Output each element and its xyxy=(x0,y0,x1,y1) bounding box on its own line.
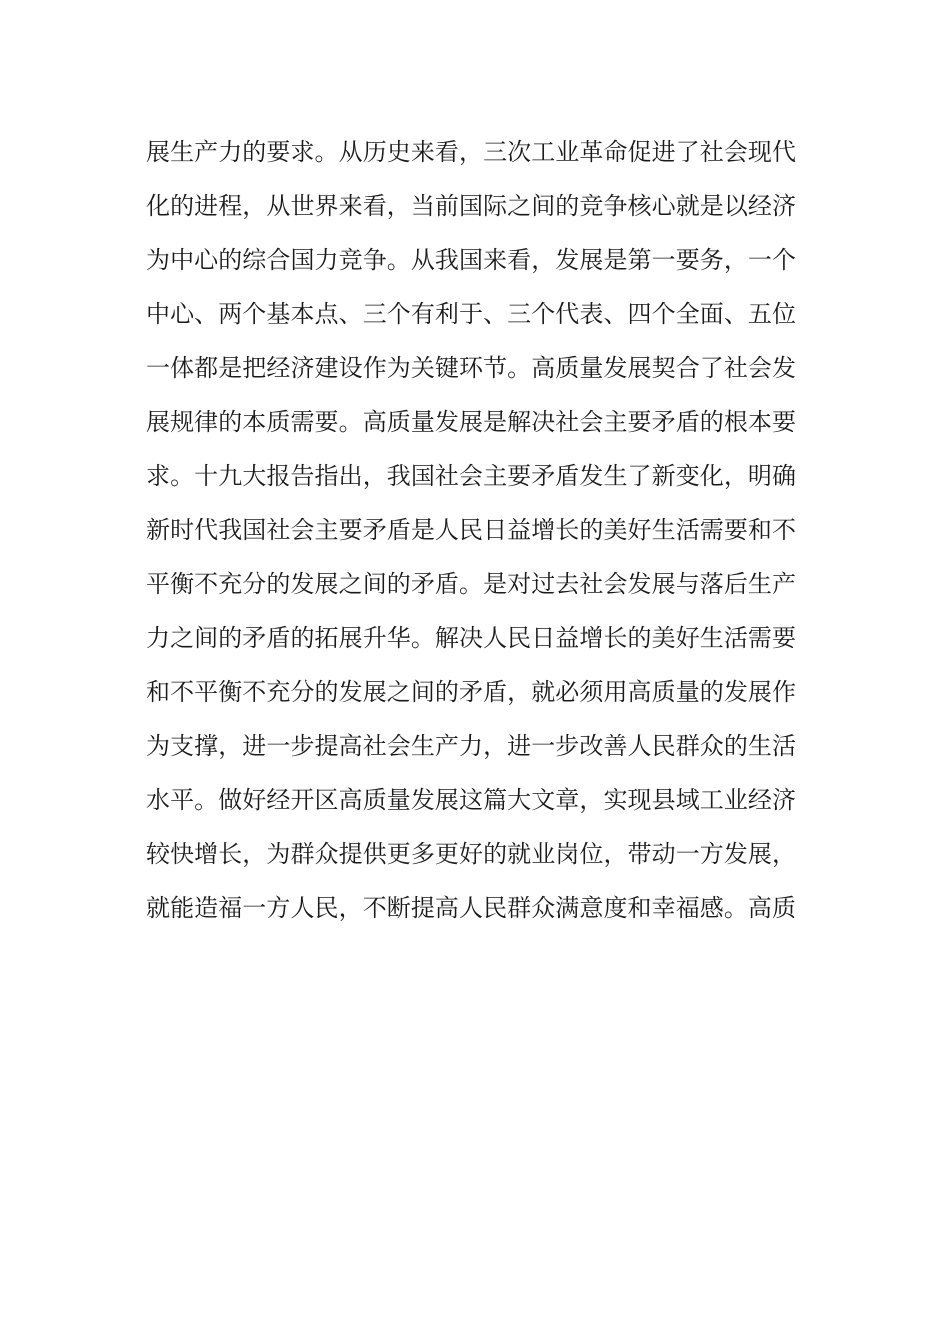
text-line: 水平。做好经开区高质量发展这篇大文章，实现县域工业经济 xyxy=(146,786,796,814)
text-line: 力之间的矛盾的拓展升华。解决人民日益增长的美好生活需要 xyxy=(146,624,796,652)
text-line: 为中心的综合国力竞争。从我国来看，发展是第一要务，一个 xyxy=(146,246,796,274)
text-line: 较快增长，为群众提供更多更好的就业岗位，带动一方发展， xyxy=(146,840,796,868)
text-line: 一体都是把经济建设作为关键环节。高质量发展契合了社会发 xyxy=(146,354,796,382)
text-line: 就能造福一方人民，不断提高人民群众满意度和幸福感。高质 xyxy=(146,894,796,922)
text-line: 化的进程，从世界来看，当前国际之间的竞争核心就是以经济 xyxy=(146,192,796,220)
text-line: 新时代我国社会主要矛盾是人民日益增长的美好生活需要和不 xyxy=(146,516,796,544)
body-text xyxy=(146,132,796,942)
text-line: 求。十九大报告指出，我国社会主要矛盾发生了新变化，明确 xyxy=(146,462,796,490)
text-line: 平衡不充分的发展之间的矛盾。是对过去社会发展与落后生产 xyxy=(146,570,796,598)
text-line: 展生产力的要求。从历史来看，三次工业革命促进了社会现代 xyxy=(146,138,796,166)
text-line: 展规律的本质需要。高质量发展是解决社会主要矛盾的根本要 xyxy=(146,408,796,436)
text-line: 和不平衡不充分的发展之间的矛盾，就必须用高质量的发展作 xyxy=(146,678,796,706)
text-line: 为支撑，进一步提高社会生产力，进一步改善人民群众的生活 xyxy=(146,732,796,760)
text-line: 中心、两个基本点、三个有利于、三个代表、四个全面、五位 xyxy=(146,300,796,328)
